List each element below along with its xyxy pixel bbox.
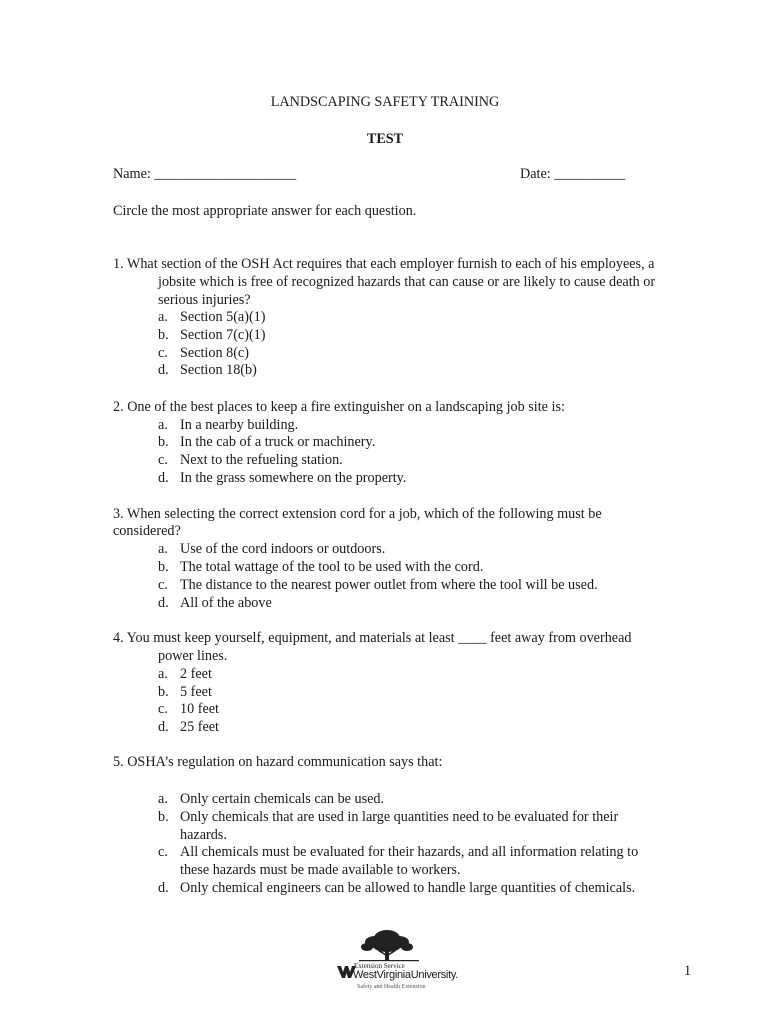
logo-safety-health: Safety and Health Extension bbox=[357, 984, 426, 990]
date-field: Date: __________ bbox=[520, 166, 626, 182]
question-4-line-1: 4. You must keep yourself, equipment, and materials at least ____ feet away from overhead bbox=[113, 630, 632, 646]
question-3-line-2: considered? bbox=[113, 523, 181, 539]
question-5-line-1: 5. OSHA’s regulation on hazard communication says that: bbox=[113, 754, 443, 770]
document-subtitle: TEST bbox=[366, 131, 404, 147]
page-number: 1 bbox=[684, 963, 692, 979]
name-field: Name: ____________________ bbox=[113, 166, 297, 182]
document-title: LANDSCAPING SAFETY TRAINING bbox=[270, 94, 500, 110]
question-1-line-1: 1. What section of the OSH Act requires that each employer furnish to each of his employees, a bbox=[113, 256, 655, 272]
instructions: Circle the most appropriate answer for each question. bbox=[113, 203, 417, 219]
question-1-line-2: jobsite which is free of recognized hazards that can cause or are likely to cause death or bbox=[158, 274, 656, 290]
question-2-line-1: 2. One of the best places to keep a fire extinguisher on a landscaping job site is: bbox=[113, 399, 565, 415]
question-1-line-3: serious injuries? bbox=[158, 292, 251, 308]
question-4-line-2: power lines. bbox=[158, 648, 228, 664]
logo-extension-service: Extension Service bbox=[354, 962, 405, 970]
question-3-line-1: 3. When selecting the correct extension cord for a job, which of the following must be bbox=[113, 506, 602, 522]
page: LANDSCAPING SAFETY TRAINING TEST Name: ____________________ Date: __________ Circle the most appropriate answer for each question. 1. What section of the OSH Act requires that each employer furnish to each of his employees, a jobsite which is free of recognized hazards that can cause or are likely to cause death or serious injuries? a. Section 5(a)(1) b. Section 7(c)(1) c. Section 8(c) d. Section 18(b) 2. One of the best places to keep a fire extinguisher on a landscaping job site is: a. In a nearby building. b. In the cab of a truck or machinery. c. Next to the refueling station. d. In the grass somewhere on the property. 3. When selecting the correct extension cord for a job, which of the following must be considered? a. Use of the cord indoors or outdoors. b. The total wattage of the tool to be used with the cord. c. The distance to the nearest power outlet from where the tool will be used. d. All of the above 4. You must keep yourself, equipment, and materials at least ____ feet away from overhead power lines. a. 2 feet b. 5 feet c. 10 feet d. 25 feet 5. OSHA’s regulation on hazard communication says that: a. Only certain chemicals can be used. b. Only chemicals that are used in large quantities need to be evaluated for their hazards. c. All chemicals must be evaluated for their hazards, and all information relating to these hazards must be made available to workers. d. Only chemical engineers can be allowed to handle large quantities of chemicals. Extension Service WestVirginiaUniversity. Safety and Health Extension 1 bbox=[0, 0, 770, 1024]
logo-wvu-wordmark: WestVirginiaUniversity. bbox=[353, 969, 458, 981]
question-5-option-c-continued: these hazards must be made available to workers. bbox=[180, 862, 461, 878]
question-5-option-b-continued: hazards. bbox=[180, 827, 227, 843]
